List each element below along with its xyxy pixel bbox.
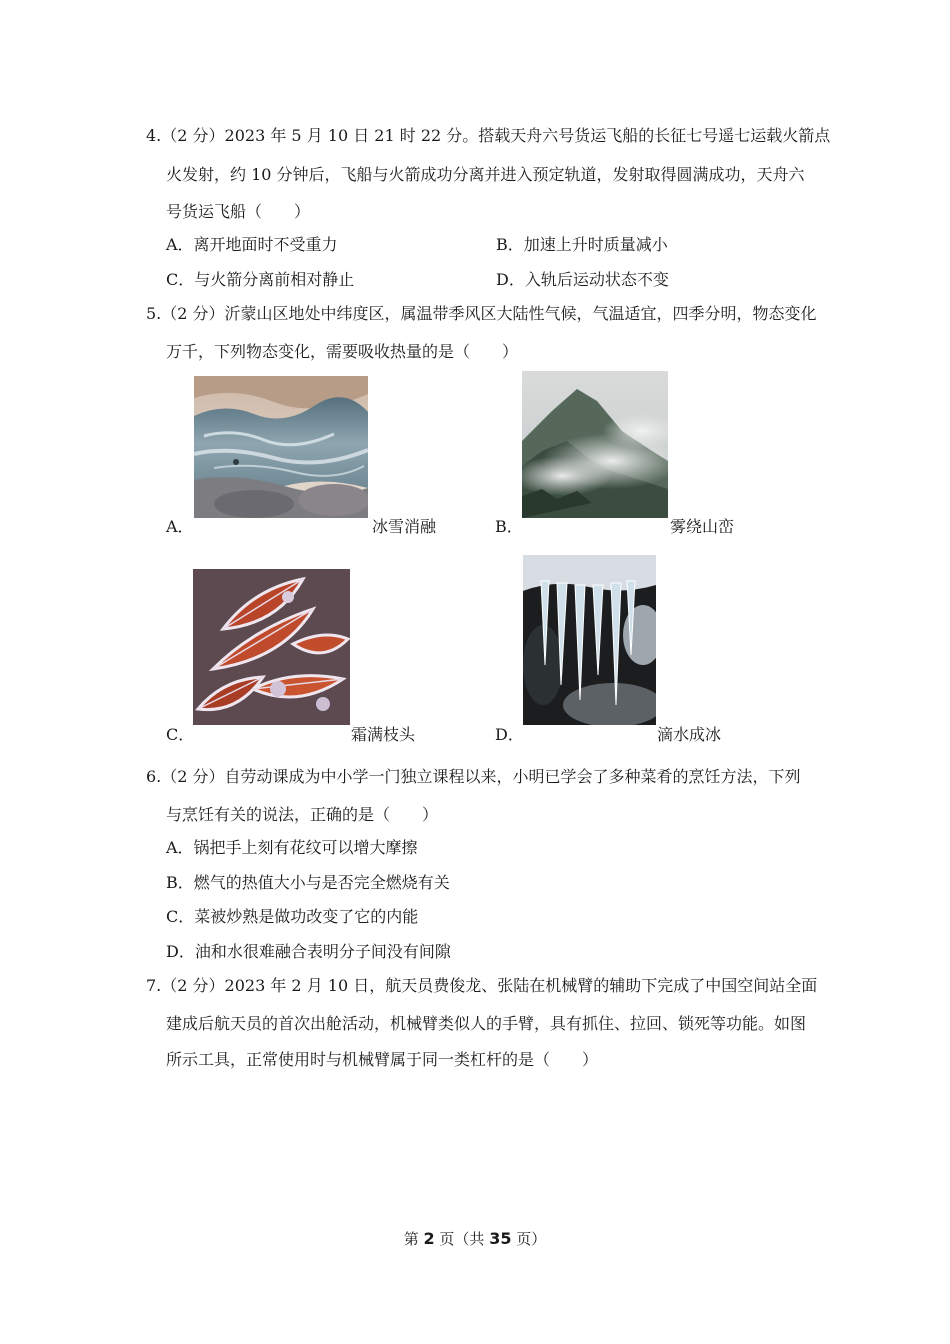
q7-line-2: 建成后航天员的首次出舱活动，机械臂类似人的手臂，具有抓住、拉回、锁死等功能。如图 <box>166 1014 807 1033</box>
footer-prefix: 第 <box>403 1230 424 1248</box>
q6-option-b: B．燃气的热值大小与是否完全燃烧有关 <box>166 873 450 892</box>
ice-melting-photo <box>194 376 368 518</box>
q5-line-1: 5.（2 分）沂蒙山区地处中纬度区，属温带季风区大陆性气候，气温适宜，四季分明，物态变化 <box>146 304 817 323</box>
footer-middle: 页（共 <box>434 1230 490 1248</box>
q5-option-b-letter: B． <box>495 517 523 536</box>
q6-line-2: 与烹饪有关的说法，正确的是（ ） <box>166 805 439 824</box>
page-footer <box>0 1229 950 1249</box>
fog-mountain-photo <box>522 371 668 518</box>
q5-option-a-caption: 冰雪消融 <box>372 517 437 536</box>
q4-line-3: 号货运飞船（ ） <box>166 202 311 221</box>
q4-line-1: 4.（2 分）2023 年 5 月 10 日 21 时 22 分。搭载天舟六号货运飞船的长征七号遥七运载火箭点 <box>146 126 831 145</box>
footer-page-number: 2 <box>423 1229 435 1248</box>
q6-line-1: 6.（2 分）自劳动课成为中小学一门独立课程以来，小明已学会了多种菜肴的烹饪方法，下列 <box>146 767 801 786</box>
q5-option-c-caption: 霜满枝头 <box>351 725 416 744</box>
q4-option-a: A．离开地面时不受重力 <box>166 235 338 254</box>
q5-option-d-caption: 滴水成冰 <box>657 725 722 744</box>
q5-option-a-letter: A． <box>166 517 194 536</box>
q4-option-b: B．加速上升时质量减小 <box>496 235 668 254</box>
q4-line-2: 火发射，约 10 分钟后，飞船与火箭成功分离并进入预定轨道，发射取得圆满成功，天舟六 <box>166 165 805 184</box>
q6-option-c: C．菜被炒熟是做功改变了它的内能 <box>166 907 419 926</box>
q5-option-b-caption: 雾绕山峦 <box>670 517 735 536</box>
footer-total-pages: 35 <box>489 1229 512 1248</box>
icicles-photo <box>523 555 656 725</box>
q5-option-c-letter: C． <box>166 725 195 744</box>
q4-option-d: D．入轨后运动状态不变 <box>496 270 669 289</box>
q5-option-d-letter: D． <box>495 725 524 744</box>
q7-line-1: 7.（2 分）2023 年 2 月 10 日，航天员费俊龙、张陆在机械臂的辅助下完成了中国空间站全面 <box>146 976 818 995</box>
q7-line-3: 所示工具，正常使用时与机械臂属于同一类杠杆的是（ ） <box>166 1050 599 1069</box>
q5-line-2: 万千，下列物态变化，需要吸收热量的是（ ） <box>166 342 519 361</box>
q4-option-c: C．与火箭分离前相对静止 <box>166 270 355 289</box>
q6-option-a: A．锅把手上刻有花纹可以增大摩擦 <box>166 838 418 857</box>
q6-option-d: D．油和水很难融合表明分子间没有间隙 <box>166 942 451 961</box>
frost-leaves-photo <box>193 569 350 725</box>
footer-suffix: 页） <box>511 1230 547 1248</box>
